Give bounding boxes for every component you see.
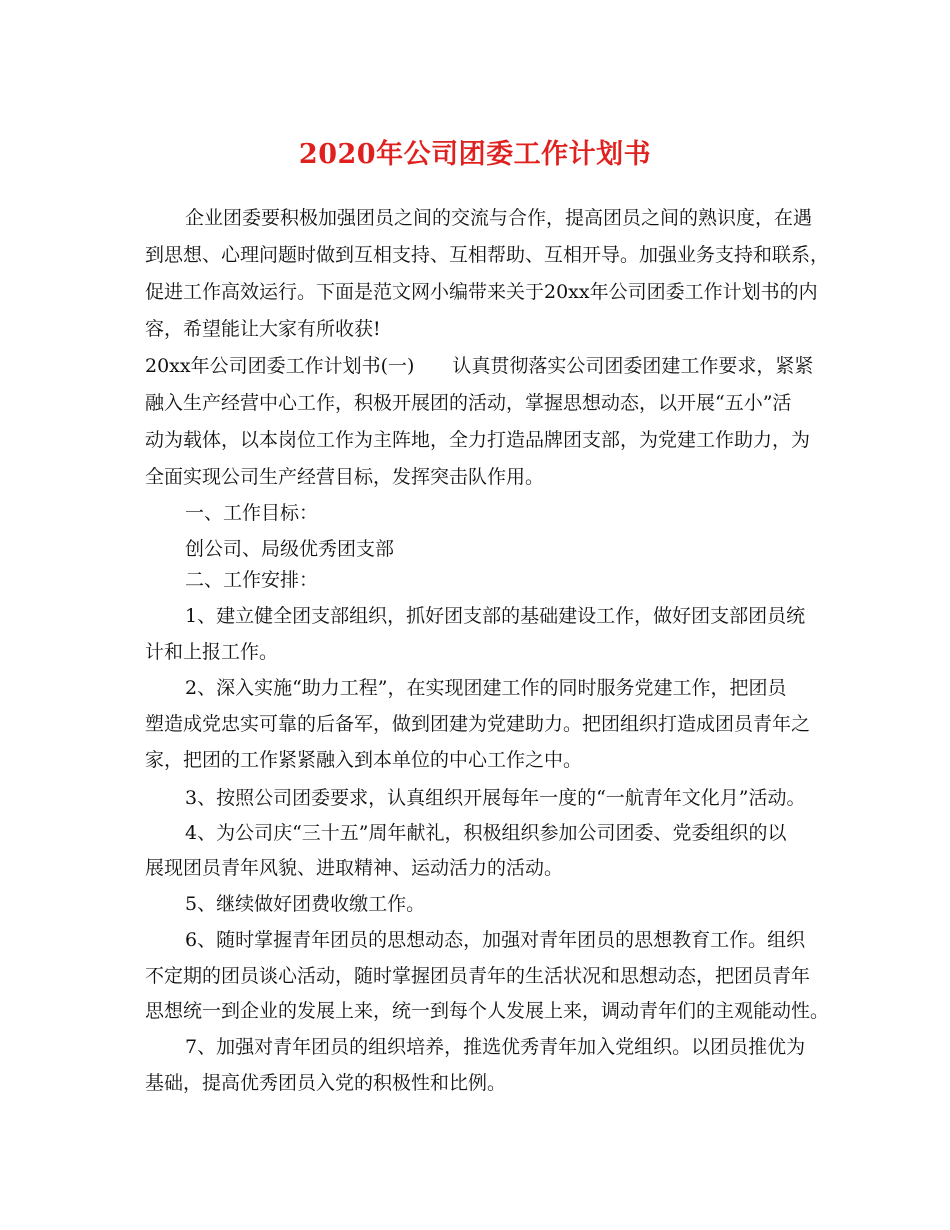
paragraph-line: 动为载体，以本岗位工作为主阵地，全力打造品牌团支部，为党建工作助力，为: [145, 429, 811, 451]
paragraph-line: 企业团委要积极加强团员之间的交流与合作，提高团员之间的熟识度，在遇: [185, 207, 813, 229]
list-item-line: 5、继续做好团费收缴工作。: [185, 893, 426, 915]
document-title: 2020年公司团委工作计划书: [298, 139, 652, 170]
list-item-line: 6、随时掌握青年团员的思想动态，加强对青年团员的思想教育工作。组织: [185, 929, 806, 951]
list-item-line: 计和上报工作。: [145, 641, 279, 663]
section-heading: 二、工作安排：: [185, 569, 319, 591]
paragraph-line: 融入生产经营中心工作，积极开展团的活动，掌握思想动态，以开展“五小”活: [145, 392, 792, 414]
section-heading: 一、工作目标：: [185, 502, 319, 524]
paragraph-line: 容，希望能让大家有所收获!: [145, 318, 381, 340]
list-item-line: 思想统一到企业的发展上来，统一到每个人发展上来，调动青年们的主观能动性。: [145, 1000, 830, 1022]
paragraph-line: 全面实现公司生产经营目标，发挥突击队作用。: [145, 466, 545, 488]
list-item-line: 3、按照公司团委要求，认真组织开展每年一度的“一航青年文化月”活动。: [185, 787, 806, 809]
list-item-line: 塑造成党忠实可靠的后备军，做到团建为党建助力。把团组织打造成团员青年之: [145, 713, 811, 735]
list-item-line: 不定期的团员谈心活动，随时掌握团员青年的生活状况和思想动态，把团员青年: [145, 965, 811, 987]
paragraph-line: 促进工作高效运行。下面是范文网小编带来关于20xx年公司团委工作计划书的内: [145, 281, 818, 303]
paragraph-line: 20xx年公司团委工作计划书(一) 认真贯彻落实公司团委团建工作要求，紧紧: [145, 355, 814, 377]
paragraph-line: 创公司、局级优秀团支部: [185, 538, 395, 560]
list-item-line: 4、为公司庆“三十五”周年献礼，积极组织参加公司团委、党委组织的以: [185, 822, 787, 844]
list-item-line: 1、建立健全团支部组织，抓好团支部的基础建设工作，做好团支部团员统: [185, 605, 806, 627]
list-item-line: 基础，提高优秀团员入党的积极性和比例。: [145, 1072, 507, 1094]
list-item-line: 家，把团的工作紧紧融入到本单位的中心工作之中。: [145, 749, 583, 771]
list-item-line: 7、加强对青年团员的组织培养，推选优秀青年加入党组织。以团员推优为: [185, 1036, 806, 1058]
list-item-line: 2、深入实施“助力工程”，在实现团建工作的同时服务党建工作，把团员: [185, 677, 787, 699]
list-item-line: 展现团员青年风貌、进取精神、运动活力的活动。: [145, 857, 564, 879]
paragraph-line: 到思想、心理问题时做到互相支持、互相帮助、互相开导。加强业务支持和联系，: [145, 244, 830, 266]
